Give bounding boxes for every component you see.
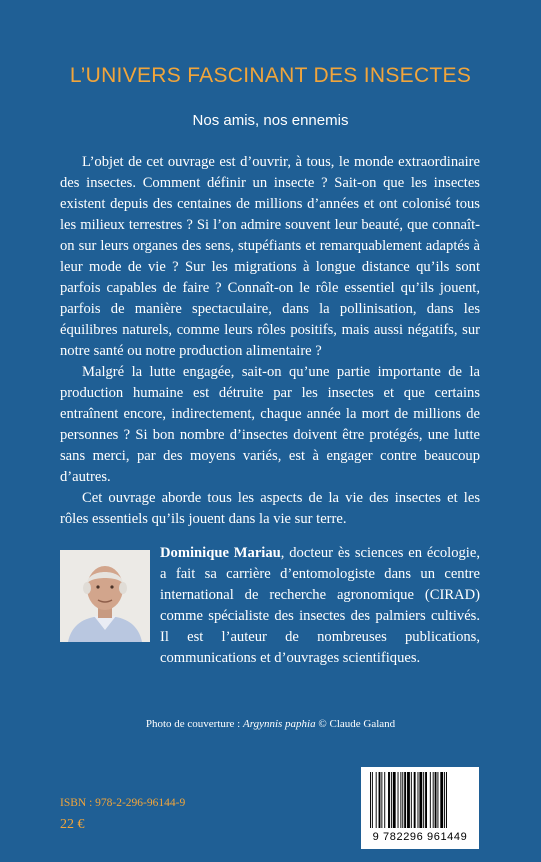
isbn: ISBN : 978-2-296-96144-9 [60, 797, 186, 809]
author-bio-text: , docteur ès sciences en écologie, a fait sa carrière d’entomologiste dans un centre international de recherche agronomique (CIRAD) comme spécialiste des insectes des palmiers cultivés. Il est l’auteur de nombreuses publications, communications et d’ouvrages scientifiques. [160, 545, 480, 666]
price: 22 € [60, 817, 85, 832]
barcode [361, 767, 479, 849]
author-name: Dominique Mariau [160, 545, 281, 561]
barcode-digits: 9 782296 961449 [372, 831, 468, 843]
barcode-bars [368, 772, 472, 830]
book-title: L’UNIVERS FASCINANT DES INSECTES [69, 64, 472, 87]
photo-credit-suffix: © Claude Galand [315, 718, 396, 730]
photo-credit-prefix: Photo de couverture : [145, 718, 243, 730]
author-bio [160, 543, 480, 669]
author-photo [60, 550, 150, 642]
blurb-paragraph-3: Cet ouvrage aborde tous les aspects de la vie des insectes et les rôles essentiels qu’ils jouent dans la vie sur terre. [60, 490, 480, 527]
photo-credit [0, 718, 541, 730]
blurb [60, 152, 480, 530]
blurb-paragraph-2: Malgré la lutte engagée, sait-on qu’une partie importante de la production humaine est détruite par les insectes et que certains entraînent encore, indirectement, chaque année la mort de millions de personnes ? Si bon nombre d’insectes doivent être protégés, une lutte sans merci, par des moyens variés, est à engager contre beaucoup d’autres. [60, 364, 480, 485]
photo-credit-species: Argynnis paphia [243, 718, 316, 730]
book-subtitle: Nos amis, nos ennemis [192, 112, 349, 129]
blurb-paragraph-1: L’objet de cet ouvrage est d’ouvrir, à tous, le monde extraordinaire des insectes. Comment définir un insecte ? Sait-on que les insectes existent depuis des centaines de millions d’années et ont colonisé tous les milieux terrestres ? Si l’on admire souvent leur beauté, que connaît-on sur leurs organes des sens, stupéfiants et remarquablement adaptés à leur mode de vie ? Sur les migrations à longue distance qu’ils sont parfois capables de faire ? Connaît-on le rôle essentiel qu’ils jouent, parfois de manière spectaculaire, dans la pollinisation, dans les équilibres naturels, comme leurs rôles positifs, mais aussi négatifs, sur notre santé ou notre production alimentaire ? [60, 154, 480, 359]
